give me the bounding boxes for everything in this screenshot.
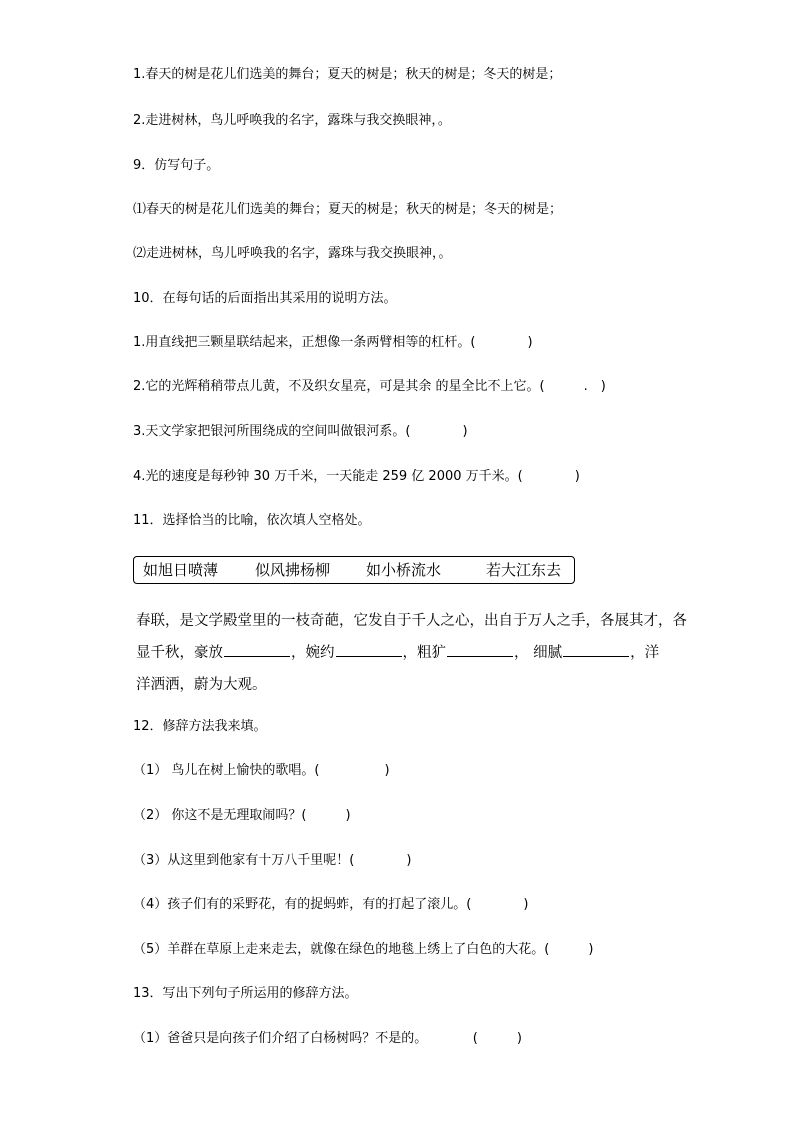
- text-line: 2.走进树林，鸟儿呼唤我的名字，露珠与我交换眼神，。: [133, 113, 451, 128]
- paragraph-line: 显千秋，豪放 ，婉约 ，粗犷 ， 细腻 ，洋: [136, 642, 659, 664]
- question-heading: 9．仿写句子。: [133, 158, 220, 173]
- option-item: 似风拂杨柳: [255, 561, 331, 579]
- text-line: 2.它的光辉稍稍带点儿黄，不及织女星亮，可是其余 的星全比不上它。( . ): [133, 379, 606, 394]
- fill-blank[interactable]: [224, 642, 290, 657]
- text-line: ⑵走进树林，鸟儿呼唤我的名字，露珠与我交换眼神，。: [133, 246, 452, 261]
- fill-blank[interactable]: [447, 642, 513, 657]
- text-line: （4）孩子们有的采野花，有的捉蚂蚱，有的打起了滚儿。( ): [133, 897, 529, 912]
- text-line: 4.光的速度是每秒钟 30 万千米，一天能走 259 亿 2000 万千米。( ): [133, 469, 580, 484]
- question-heading: 12．修辞方法我来填。: [133, 719, 267, 734]
- text-line: 1.春天的树是花儿们选美的舞台；夏天的树是；秋天的树是；冬天的树是；: [133, 67, 562, 82]
- text-line: （2） 你这不是无理取闹吗？( ): [133, 808, 351, 823]
- option-item: 如小桥流水: [366, 561, 442, 579]
- options-box: [133, 556, 575, 584]
- text-line: （1） 鸟儿在树上愉快的歌唱。( ): [133, 763, 390, 778]
- question-heading: 13．写出下列句子所运用的修辞方法。: [133, 986, 358, 1001]
- question-heading: 10．在每句话的后面指出其采用的说明方法。: [133, 291, 397, 306]
- paragraph-line: 洋洒洒，蔚为大观。: [136, 677, 267, 693]
- fill-blank[interactable]: [563, 642, 629, 657]
- text-line: ⑴春天的树是花儿们选美的舞台；夏天的树是；秋天的树是；冬天的树是；: [133, 202, 563, 217]
- text-line: （3）从这里到他家有十万八千里呢！( ): [133, 853, 412, 868]
- text-line: （5）羊群在草原上走来走去，就像在绿色的地毯上绣上了白色的大花。( ): [133, 942, 594, 957]
- fill-blank[interactable]: [336, 642, 402, 657]
- text-line: 3.天文学家把银河所围绕成的空间叫做银河系。( ): [133, 424, 468, 439]
- option-item: 如旭日喷薄: [143, 561, 219, 579]
- text-line: （1）爸爸只是向孩子们介绍了白杨树吗？不是的。 ( ): [133, 1031, 522, 1046]
- option-item: 若大江东去: [486, 561, 562, 579]
- paragraph-line: 春联，是文学殿堂里的一枝奇葩，它发自于千人之心，出自于万人之手，各展其才，各: [136, 613, 687, 629]
- text-line: 1.用直线把三颗星联结起来，正想像一条两臂相等的杠杆。( ): [133, 335, 533, 350]
- question-heading: 11．选择恰当的比喻，依次填人空格处。: [133, 513, 371, 528]
